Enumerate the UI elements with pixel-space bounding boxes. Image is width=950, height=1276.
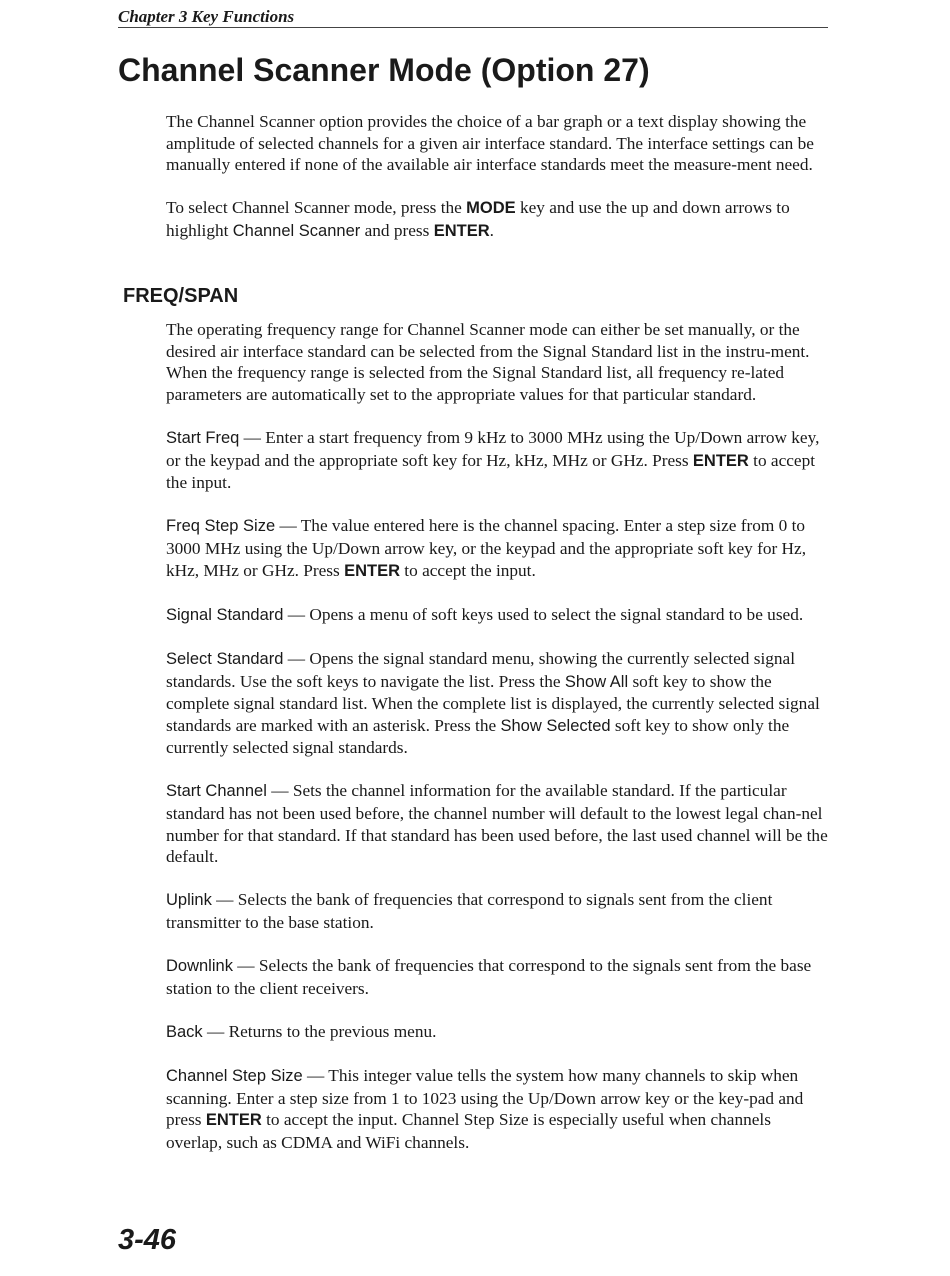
freq-step-paragraph: [166, 515, 828, 582]
page-title: Channel Scanner Mode (Option 27): [118, 52, 650, 88]
freq-step-text-end: to accept the input.: [399, 560, 536, 580]
section-intro-paragraph: The operating frequency range for Channel Scanner mode can either be set manually, or the desired air interface standard can be selected from the Signal Standard list in the instru-ment. When the frequency range is selected from the Signal Standard list, all frequency re-lated parameters are automatically set to the appropriate values for that particular standard.: [166, 320, 810, 404]
freq-step-term: Freq Step Size: [166, 517, 276, 536]
intro-text: .: [489, 220, 494, 240]
show-selected-label: Show Selected: [500, 716, 611, 735]
freq-step-text: — The value entered here is the channel spacing. Enter a step size from 0 to 3000 MHz using the Up/Down arrow key, or the keypad and the appropriate soft key for Hz, kHz, MHz or GHz. Press: [166, 516, 807, 580]
signal-standard-text: — Opens a menu of soft keys used to select the signal standard to be used.: [283, 604, 804, 624]
channel-step-term: Channel Step Size: [166, 1067, 303, 1086]
downlink-paragraph: [166, 955, 828, 999]
select-standard-paragraph: [166, 648, 828, 759]
channel-step-text: — This integer value tells the system how many channels to skip when scanning. Enter a step size from 1 to 1023 using the Up/Down arrow key or the key-pad and press: [166, 1066, 804, 1130]
start-freq-text-end: to accept the input.: [166, 450, 816, 493]
select-standard-text: — Opens the signal standard menu, showing the currently selected signal standards. Use the soft keys to navigate the list. Press the: [166, 648, 796, 691]
page-number: 3-46: [118, 1224, 177, 1256]
start-freq-term: Start Freq: [166, 428, 240, 447]
freq-span-section: [166, 319, 828, 1154]
mode-instructions-paragraph: [166, 197, 828, 242]
uplink-term: Uplink: [166, 891, 212, 910]
signal-standard-paragraph: [166, 604, 828, 627]
header-rule: [118, 27, 828, 28]
enter-key-label: ENTER: [433, 221, 490, 240]
enter-key-label: ENTER: [692, 451, 749, 470]
start-channel-term: Start Channel: [166, 782, 267, 801]
intro-text: key and use the up and down arrows to highlight: [166, 198, 790, 240]
start-channel-paragraph: [166, 780, 828, 867]
uplink-text: — Selects the bank of frequencies that correspond to signals sent from the client transmitter to the base station.: [166, 890, 773, 933]
start-channel-text: — Sets the channel information for the available standard. If the particular standard has not been used before, the channel number will default to the lowest legal chan-nel number for that standard. If that standard has been used before, the last used channel will be the default.: [166, 781, 828, 867]
intro-paragraph: The Channel Scanner option provides the choice of a bar graph or a text display showing the amplitude of selected channels for a given air interface standard. The interface settings can be manually entered if none of the available air interface standards meet the measure-ment need.: [166, 112, 814, 175]
running-header: Chapter 3 Key Functions: [118, 7, 295, 26]
back-text: — Returns to the previous menu.: [202, 1022, 437, 1041]
intro-section: [166, 111, 828, 243]
show-all-label: Show All: [564, 672, 629, 691]
enter-key-label: ENTER: [205, 1111, 262, 1130]
downlink-text: — Selects the bank of frequencies that correspond to the signals sent from the base station to the client receivers.: [166, 956, 812, 998]
select-standard-text-end: soft key to show only the currently selected signal standards.: [166, 715, 790, 758]
back-term: Back: [166, 1023, 203, 1041]
signal-standard-term: Signal Standard: [166, 605, 284, 624]
uplink-paragraph: [166, 889, 828, 933]
enter-key-label: ENTER: [344, 561, 400, 580]
start-freq-paragraph: [166, 427, 828, 494]
intro-text: and press: [360, 220, 434, 240]
select-standard-term: Select Standard: [166, 649, 284, 668]
channel-step-paragraph: [166, 1065, 828, 1153]
downlink-term: Downlink: [166, 957, 233, 976]
channel-step-text-end: to accept the input. Channel Step Size is especially useful when channels overlap, such as CDMA and WiFi channels.: [166, 1110, 771, 1152]
back-paragraph: [166, 1021, 828, 1044]
section-heading: FREQ/SPAN: [123, 285, 239, 307]
channel-scanner-label: Channel Scanner: [232, 221, 361, 240]
select-standard-text-mid: soft key to show the complete signal standard list. When the complete list is displayed, the currently selected signal standards are marked with an asterisk. Press the: [166, 671, 820, 735]
intro-text: To select Channel Scanner mode, press the: [166, 198, 467, 218]
mode-key-label: MODE: [466, 199, 516, 218]
start-freq-text: — Enter a start frequency from 9 kHz to 3000 MHz using the Up/Down arrow key, or the keypad and the appropriate soft key for Hz, kHz, MHz or GHz. Press: [166, 427, 820, 470]
